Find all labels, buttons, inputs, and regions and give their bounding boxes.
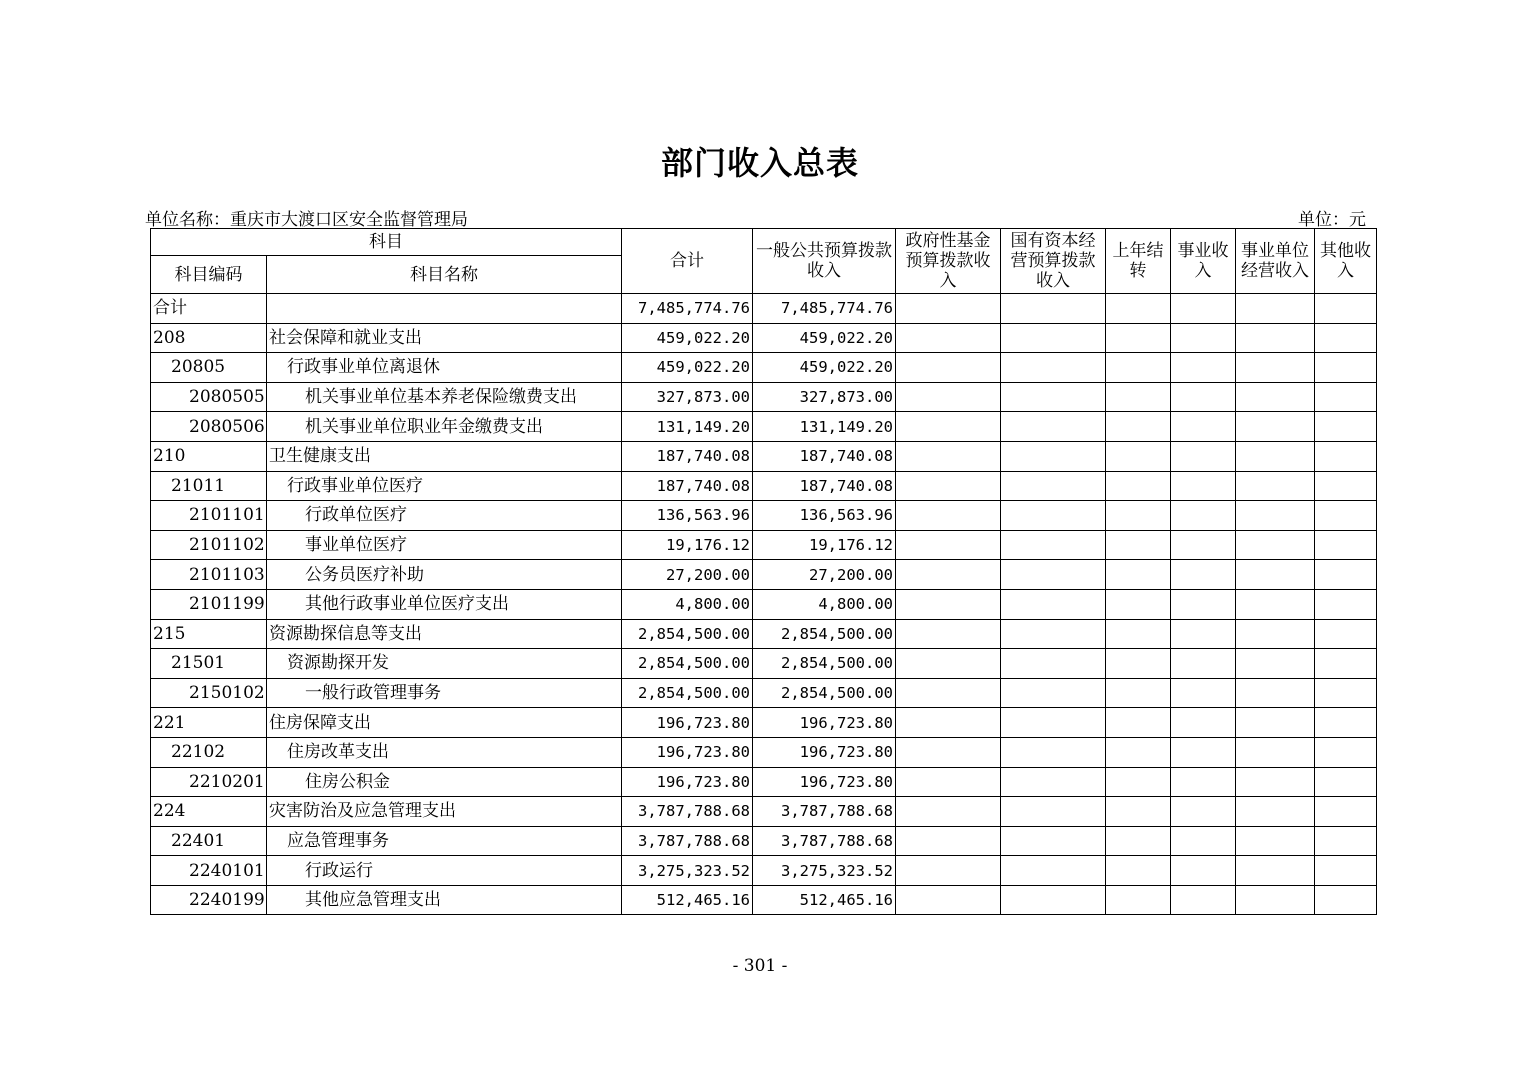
- subject-name-cell: 住房保障支出: [267, 708, 622, 738]
- career-income-cell: [1171, 797, 1236, 827]
- table-row: [151, 412, 1377, 442]
- table-row: [151, 589, 1377, 619]
- table-row: [151, 501, 1377, 531]
- subject-code-cell: 221: [151, 708, 267, 738]
- total-cell: 196,723.80: [622, 708, 753, 738]
- subject-name-cell: 住房公积金: [267, 767, 622, 797]
- career-operation-cell: [1236, 678, 1315, 708]
- table-row: [151, 294, 1377, 324]
- last-year-cell: [1106, 323, 1171, 353]
- gov-fund-cell: [896, 294, 1001, 324]
- career-income-cell: [1171, 353, 1236, 383]
- table-row: [151, 441, 1377, 471]
- last-year-cell: [1106, 708, 1171, 738]
- total-cell: 327,873.00: [622, 382, 753, 412]
- subject-name-cell: 事业单位医疗: [267, 530, 622, 560]
- last-year-cell: [1106, 412, 1171, 442]
- last-year-cell: [1106, 885, 1171, 915]
- state-capital-cell: [1001, 560, 1106, 590]
- subject-name-cell: 应急管理事务: [267, 826, 622, 856]
- general-budget-cell: 512,465.16: [753, 885, 896, 915]
- subject-code-cell: 2080505: [151, 382, 267, 412]
- other-income-cell: [1315, 560, 1377, 590]
- state-capital-cell: [1001, 471, 1106, 501]
- general-budget-cell: 3,787,788.68: [753, 797, 896, 827]
- state-capital-cell: [1001, 294, 1106, 324]
- subject-name-cell: 灾害防治及应急管理支出: [267, 797, 622, 827]
- subject-code-cell: 2240101: [151, 856, 267, 886]
- general-budget-cell: 187,740.08: [753, 471, 896, 501]
- name-header: 科目名称: [267, 256, 622, 294]
- other-income-cell: [1315, 619, 1377, 649]
- career-income-cell: [1171, 294, 1236, 324]
- subject-code-cell: 21011: [151, 471, 267, 501]
- general-budget-cell: 7,485,774.76: [753, 294, 896, 324]
- other-income-header: 其他收入: [1315, 229, 1377, 294]
- currency-unit-label: 单位：元: [1298, 210, 1366, 230]
- state-capital-cell: [1001, 826, 1106, 856]
- career-income-cell: [1171, 471, 1236, 501]
- state-capital-cell: [1001, 708, 1106, 738]
- total-cell: 3,787,788.68: [622, 826, 753, 856]
- total-cell: 2,854,500.00: [622, 678, 753, 708]
- career-operation-cell: [1236, 767, 1315, 797]
- subject-code-cell: 208: [151, 323, 267, 353]
- career-operation-cell: [1236, 471, 1315, 501]
- other-income-cell: [1315, 471, 1377, 501]
- total-cell: 196,723.80: [622, 767, 753, 797]
- career-operation-cell: [1236, 530, 1315, 560]
- last-year-cell: [1106, 471, 1171, 501]
- state-capital-header: 国有资本经营预算拨款收入: [1001, 229, 1106, 294]
- last-year-cell: [1106, 797, 1171, 827]
- general-budget-cell: 2,854,500.00: [753, 649, 896, 679]
- gov-fund-cell: [896, 619, 1001, 649]
- state-capital-cell: [1001, 619, 1106, 649]
- table-row: [151, 885, 1377, 915]
- total-cell: 27,200.00: [622, 560, 753, 590]
- career-operation-cell: [1236, 856, 1315, 886]
- general-budget-cell: 27,200.00: [753, 560, 896, 590]
- career-operation-cell: [1236, 649, 1315, 679]
- gov-fund-cell: [896, 323, 1001, 353]
- last-year-cell: [1106, 767, 1171, 797]
- table-row: [151, 530, 1377, 560]
- other-income-cell: [1315, 501, 1377, 531]
- state-capital-cell: [1001, 412, 1106, 442]
- table-row: [151, 826, 1377, 856]
- table-row: [151, 856, 1377, 886]
- last-year-cell: [1106, 294, 1171, 324]
- subject-code-cell: 215: [151, 619, 267, 649]
- other-income-cell: [1315, 767, 1377, 797]
- state-capital-cell: [1001, 885, 1106, 915]
- career-income-cell: [1171, 412, 1236, 442]
- general-budget-header: 一般公共预算拨款收入: [753, 229, 896, 294]
- table-row: [151, 471, 1377, 501]
- total-cell: 3,787,788.68: [622, 797, 753, 827]
- subject-code-cell: 21501: [151, 649, 267, 679]
- other-income-cell: [1315, 797, 1377, 827]
- career-income-cell: [1171, 589, 1236, 619]
- other-income-cell: [1315, 323, 1377, 353]
- total-cell: 512,465.16: [622, 885, 753, 915]
- career-operation-cell: [1236, 826, 1315, 856]
- career-operation-header: 事业单位经营收入: [1236, 229, 1315, 294]
- gov-fund-cell: [896, 560, 1001, 590]
- subject-name-cell: 资源勘探开发: [267, 649, 622, 679]
- gov-fund-cell: [896, 501, 1001, 531]
- general-budget-cell: 196,723.80: [753, 708, 896, 738]
- subject-name-cell: 资源勘探信息等支出: [267, 619, 622, 649]
- table-row: [151, 560, 1377, 590]
- gov-fund-cell: [896, 767, 1001, 797]
- page-number: - 301 -: [732, 956, 788, 976]
- total-cell: 131,149.20: [622, 412, 753, 442]
- general-budget-cell: 3,275,323.52: [753, 856, 896, 886]
- total-cell: 3,275,323.52: [622, 856, 753, 886]
- state-capital-cell: [1001, 678, 1106, 708]
- other-income-cell: [1315, 412, 1377, 442]
- total-cell: 459,022.20: [622, 353, 753, 383]
- career-operation-cell: [1236, 885, 1315, 915]
- state-capital-cell: [1001, 797, 1106, 827]
- subject-name-cell: 其他应急管理支出: [267, 885, 622, 915]
- subject-code-cell: 2101102: [151, 530, 267, 560]
- career-operation-cell: [1236, 708, 1315, 738]
- last-year-cell: [1106, 441, 1171, 471]
- career-income-cell: [1171, 826, 1236, 856]
- total-cell: 2,854,500.00: [622, 619, 753, 649]
- other-income-cell: [1315, 885, 1377, 915]
- other-income-cell: [1315, 441, 1377, 471]
- state-capital-cell: [1001, 649, 1106, 679]
- subject-name-cell: 机关事业单位基本养老保险缴费支出: [267, 382, 622, 412]
- gov-fund-cell: [896, 353, 1001, 383]
- state-capital-cell: [1001, 856, 1106, 886]
- subject-name-cell: 行政单位医疗: [267, 501, 622, 531]
- subject-code-cell: 合计: [151, 294, 267, 324]
- gov-fund-cell: [896, 649, 1001, 679]
- last-year-cell: [1106, 501, 1171, 531]
- state-capital-cell: [1001, 501, 1106, 531]
- subject-name-cell: [267, 294, 622, 324]
- gov-fund-cell: [896, 826, 1001, 856]
- total-cell: 2,854,500.00: [622, 649, 753, 679]
- gov-fund-cell: [896, 412, 1001, 442]
- career-income-cell: [1171, 619, 1236, 649]
- subject-code-cell: 2101199: [151, 589, 267, 619]
- total-cell: 136,563.96: [622, 501, 753, 531]
- subject-code-cell: 20805: [151, 353, 267, 383]
- last-year-cell: [1106, 530, 1171, 560]
- career-income-cell: [1171, 530, 1236, 560]
- gov-fund-cell: [896, 530, 1001, 560]
- last-year-cell: [1106, 856, 1171, 886]
- state-capital-cell: [1001, 530, 1106, 560]
- table-body: [151, 294, 1377, 915]
- general-budget-cell: 2,854,500.00: [753, 678, 896, 708]
- career-income-cell: [1171, 737, 1236, 767]
- other-income-cell: [1315, 589, 1377, 619]
- gov-fund-cell: [896, 737, 1001, 767]
- general-budget-cell: 187,740.08: [753, 441, 896, 471]
- gov-fund-cell: [896, 382, 1001, 412]
- subject-code-cell: 2101103: [151, 560, 267, 590]
- general-budget-cell: 4,800.00: [753, 589, 896, 619]
- table-row: [151, 323, 1377, 353]
- subject-code-cell: 2150102: [151, 678, 267, 708]
- career-operation-cell: [1236, 412, 1315, 442]
- other-income-cell: [1315, 826, 1377, 856]
- subject-code-cell: 210: [151, 441, 267, 471]
- table-row: [151, 678, 1377, 708]
- total-cell: 4,800.00: [622, 589, 753, 619]
- last-year-cell: [1106, 737, 1171, 767]
- total-cell: 7,485,774.76: [622, 294, 753, 324]
- other-income-cell: [1315, 382, 1377, 412]
- last-year-cell: [1106, 649, 1171, 679]
- other-income-cell: [1315, 856, 1377, 886]
- other-income-cell: [1315, 737, 1377, 767]
- general-budget-cell: 3,787,788.68: [753, 826, 896, 856]
- general-budget-cell: 136,563.96: [753, 501, 896, 531]
- general-budget-cell: 459,022.20: [753, 353, 896, 383]
- general-budget-cell: 196,723.80: [753, 767, 896, 797]
- other-income-cell: [1315, 649, 1377, 679]
- total-cell: 187,740.08: [622, 471, 753, 501]
- table-row: [151, 708, 1377, 738]
- table-row: [151, 382, 1377, 412]
- career-income-cell: [1171, 678, 1236, 708]
- last-year-carryover-header: 上年结转: [1106, 229, 1171, 294]
- subject-name-cell: 机关事业单位职业年金缴费支出: [267, 412, 622, 442]
- general-budget-cell: 327,873.00: [753, 382, 896, 412]
- career-income-cell: [1171, 441, 1236, 471]
- career-income-cell: [1171, 501, 1236, 531]
- code-header: 科目编码: [151, 256, 267, 294]
- income-summary-table: [150, 228, 1377, 915]
- career-income-cell: [1171, 649, 1236, 679]
- last-year-cell: [1106, 619, 1171, 649]
- last-year-cell: [1106, 589, 1171, 619]
- total-cell: 19,176.12: [622, 530, 753, 560]
- gov-fund-cell: [896, 678, 1001, 708]
- other-income-cell: [1315, 353, 1377, 383]
- gov-fund-cell: [896, 856, 1001, 886]
- table-row: [151, 767, 1377, 797]
- career-operation-cell: [1236, 353, 1315, 383]
- last-year-cell: [1106, 826, 1171, 856]
- general-budget-cell: 2,854,500.00: [753, 619, 896, 649]
- subject-code-cell: 2101101: [151, 501, 267, 531]
- subject-name-cell: 卫生健康支出: [267, 441, 622, 471]
- subject-name-cell: 公务员医疗补助: [267, 560, 622, 590]
- gov-fund-cell: [896, 589, 1001, 619]
- subject-name-cell: 一般行政管理事务: [267, 678, 622, 708]
- general-budget-cell: 196,723.80: [753, 737, 896, 767]
- gov-fund-cell: [896, 797, 1001, 827]
- page-title: 部门收入总表: [660, 144, 859, 182]
- state-capital-cell: [1001, 323, 1106, 353]
- gov-fund-cell: [896, 441, 1001, 471]
- state-capital-cell: [1001, 441, 1106, 471]
- unit-name-label: 单位名称：重庆市大渡口区安全监督管理局: [145, 210, 468, 230]
- career-income-cell: [1171, 560, 1236, 590]
- state-capital-cell: [1001, 353, 1106, 383]
- subject-code-cell: 22102: [151, 737, 267, 767]
- table-row: [151, 649, 1377, 679]
- career-operation-cell: [1236, 797, 1315, 827]
- gov-fund-header: 政府性基金预算拨款收入: [896, 229, 1001, 294]
- total-cell: 187,740.08: [622, 441, 753, 471]
- state-capital-cell: [1001, 767, 1106, 797]
- last-year-cell: [1106, 560, 1171, 590]
- career-operation-cell: [1236, 560, 1315, 590]
- career-operation-cell: [1236, 294, 1315, 324]
- table-row: [151, 737, 1377, 767]
- career-operation-cell: [1236, 589, 1315, 619]
- state-capital-cell: [1001, 737, 1106, 767]
- last-year-cell: [1106, 353, 1171, 383]
- subject-name-cell: 住房改革支出: [267, 737, 622, 767]
- other-income-cell: [1315, 530, 1377, 560]
- career-income-cell: [1171, 708, 1236, 738]
- gov-fund-cell: [896, 708, 1001, 738]
- table-row: [151, 619, 1377, 649]
- total-header: 合计: [622, 229, 753, 294]
- career-income-cell: [1171, 885, 1236, 915]
- table-row: [151, 797, 1377, 827]
- total-cell: 196,723.80: [622, 737, 753, 767]
- subject-code-cell: 2210201: [151, 767, 267, 797]
- gov-fund-cell: [896, 885, 1001, 915]
- subject-name-cell: 其他行政事业单位医疗支出: [267, 589, 622, 619]
- subject-code-cell: 224: [151, 797, 267, 827]
- general-budget-cell: 459,022.20: [753, 323, 896, 353]
- career-income-cell: [1171, 382, 1236, 412]
- other-income-cell: [1315, 708, 1377, 738]
- career-operation-cell: [1236, 323, 1315, 353]
- career-operation-cell: [1236, 382, 1315, 412]
- state-capital-cell: [1001, 589, 1106, 619]
- subject-code-cell: 2080506: [151, 412, 267, 442]
- total-cell: 459,022.20: [622, 323, 753, 353]
- subject-code-cell: 2240199: [151, 885, 267, 915]
- subject-header: 科目: [151, 229, 622, 256]
- subject-name-cell: 行政事业单位离退休: [267, 353, 622, 383]
- last-year-cell: [1106, 382, 1171, 412]
- career-operation-cell: [1236, 737, 1315, 767]
- gov-fund-cell: [896, 471, 1001, 501]
- subject-name-cell: 行政事业单位医疗: [267, 471, 622, 501]
- last-year-cell: [1106, 678, 1171, 708]
- subject-name-cell: 行政运行: [267, 856, 622, 886]
- general-budget-cell: 131,149.20: [753, 412, 896, 442]
- subject-code-cell: 22401: [151, 826, 267, 856]
- career-income-cell: [1171, 323, 1236, 353]
- table-row: [151, 353, 1377, 383]
- general-budget-cell: 19,176.12: [753, 530, 896, 560]
- other-income-cell: [1315, 294, 1377, 324]
- subject-name-cell: 社会保障和就业支出: [267, 323, 622, 353]
- career-income-header: 事业收入: [1171, 229, 1236, 294]
- career-operation-cell: [1236, 501, 1315, 531]
- career-operation-cell: [1236, 619, 1315, 649]
- career-income-cell: [1171, 767, 1236, 797]
- career-operation-cell: [1236, 441, 1315, 471]
- state-capital-cell: [1001, 382, 1106, 412]
- other-income-cell: [1315, 678, 1377, 708]
- career-income-cell: [1171, 856, 1236, 886]
